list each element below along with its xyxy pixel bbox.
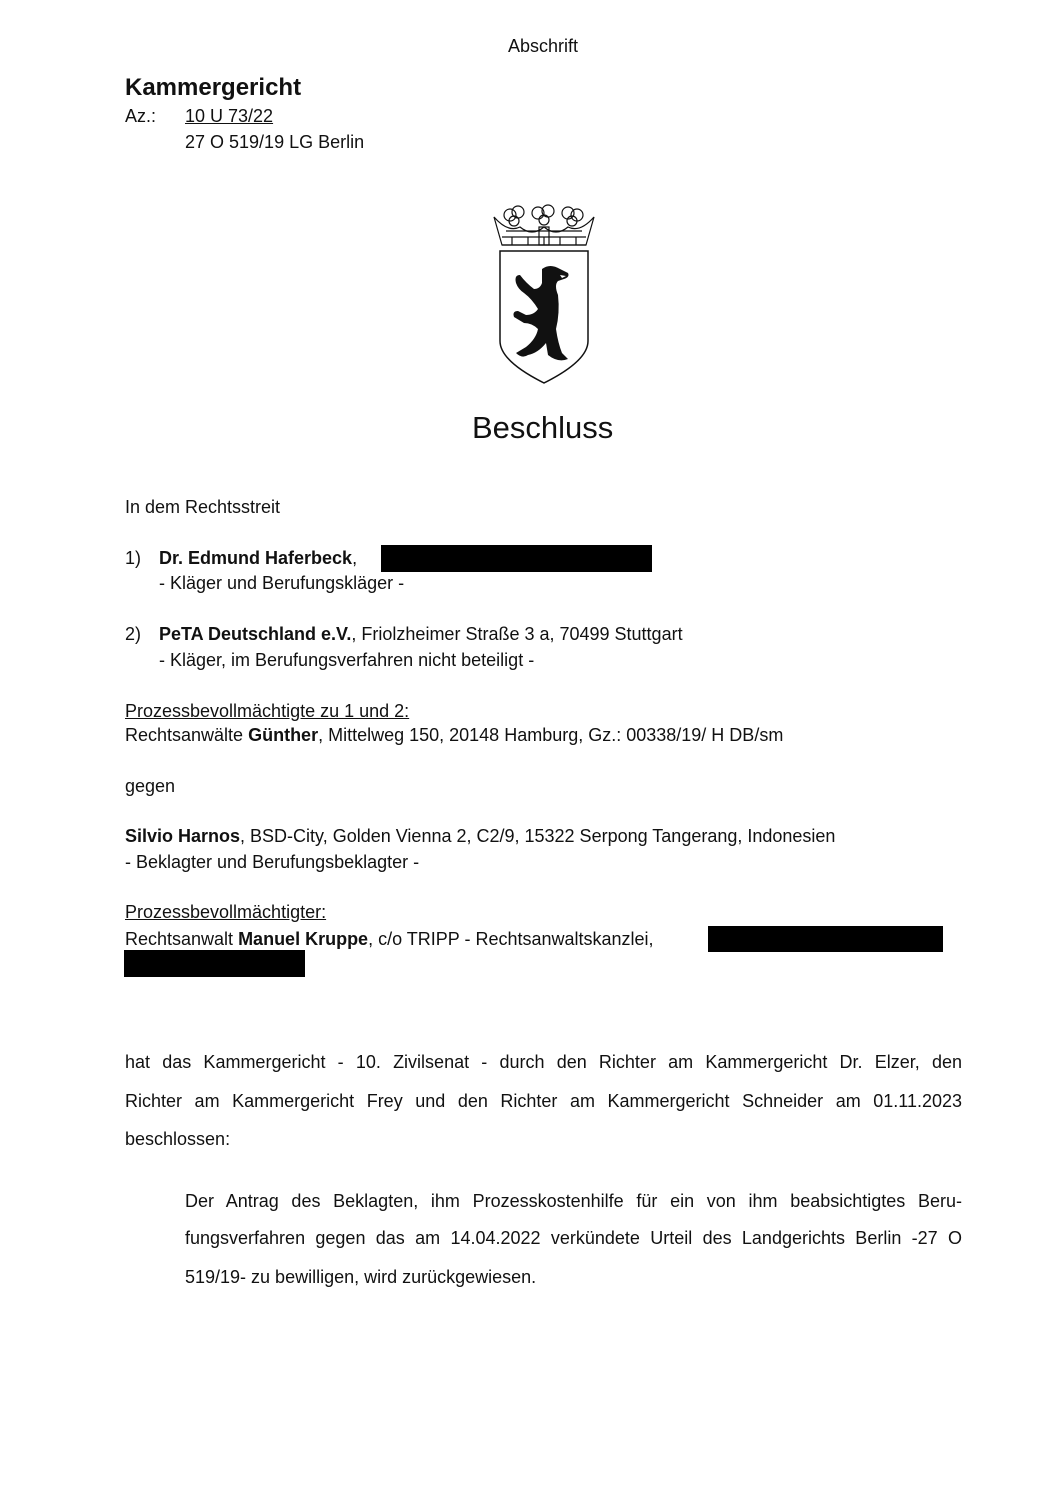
- defendant-address: , BSD-City, Golden Vienna 2, C2/9, 15322 Serpong Tangerang, Indonesien: [240, 826, 836, 846]
- redacted-address: [124, 950, 305, 977]
- copy-label: Abschrift: [508, 36, 579, 56]
- az-label: Az.:: [125, 106, 157, 126]
- defendant-role: - Beklagter und Berufungsbeklagter -: [125, 852, 420, 872]
- party-2-line: [159, 623, 683, 645]
- party-separator: ,: [351, 624, 357, 644]
- document-title: Beschluss: [472, 410, 614, 445]
- counsel-address: , c/o TRIPP - Rechtsanwaltskanzlei,: [368, 929, 654, 949]
- defendant-name: Silvio Harnos: [125, 826, 241, 846]
- defendant-line: [125, 825, 835, 847]
- counsel-name: Günther: [248, 725, 319, 745]
- decision-line: 519/19- zu bewilligen, wird zurückgewiesen.: [185, 1267, 537, 1287]
- defendant-counsel-line: [125, 928, 654, 950]
- party-role: - Kläger und Berufungskläger -: [159, 573, 405, 593]
- counsel-prefix: Rechtsanwalt: [125, 929, 239, 949]
- party-number: 1): [125, 548, 142, 568]
- redacted-address: [381, 545, 652, 572]
- case-number: 10 U 73/22: [185, 106, 274, 126]
- body-line: beschlossen:: [125, 1129, 231, 1149]
- lower-court-reference: 27 O 519/19 LG Berlin: [185, 132, 365, 152]
- party-role: - Kläger, im Berufungsverfahren nicht beteiligt -: [159, 650, 535, 670]
- party-name: Dr. Edmund Haferbeck: [159, 548, 353, 568]
- counsel-address: , Mittelweg 150, 20148 Hamburg, Gz.: 00338/19/ H DB/sm: [318, 725, 784, 745]
- party-separator: ,: [352, 548, 358, 568]
- body-line: Richter am Kammergericht Frey und den Richter am Kammergericht Schneider am 01.11.2023: [125, 1091, 962, 1111]
- plaintiff-counsel-line: [125, 724, 783, 746]
- party-address: Friolzheimer Straße 3 a, 70499 Stuttgart: [356, 624, 683, 644]
- decision-line: fungsverfahren gegen das am 14.04.2022 verkündete Urteil des Landgerichts Berlin -27 O: [185, 1228, 962, 1248]
- redacted-address: [708, 926, 943, 952]
- defendant-counsel-label: Prozessbevollmächtigter:: [125, 902, 327, 922]
- counsel-prefix: Rechtsanwälte: [125, 725, 249, 745]
- berlin-coat-of-arms-icon: [488, 203, 600, 387]
- decision-line: Der Antrag des Beklagten, ihm Prozesskostenhilfe für ein von ihm beabsichtigtes Beru-: [185, 1191, 962, 1211]
- plaintiff-counsel-label: Prozessbevollmächtigte zu 1 und 2:: [125, 701, 410, 721]
- party-name: PeTA Deutschland e.V.: [159, 624, 352, 644]
- body-line: hat das Kammergericht - 10. Zivilsenat - durch den Richter am Kammergericht Dr. Elzer, den: [125, 1052, 962, 1072]
- party-number: 2): [125, 624, 142, 644]
- party-1-line: [159, 547, 357, 569]
- court-name: Kammergericht: [125, 74, 302, 101]
- counsel-name: Manuel Kruppe: [238, 929, 369, 949]
- intro-text: In dem Rechtsstreit: [125, 497, 281, 517]
- versus-text: gegen: [125, 776, 176, 796]
